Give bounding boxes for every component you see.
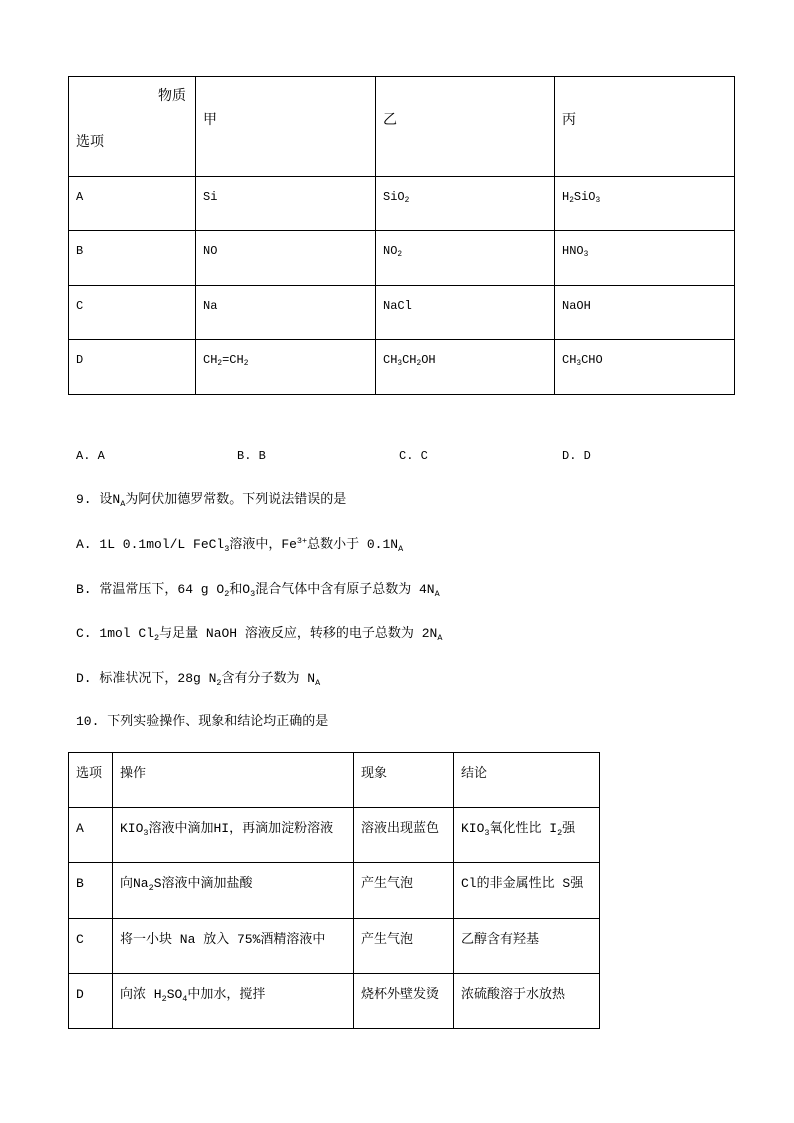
conclusion-cell (454, 919, 600, 974)
operation-cell (113, 863, 354, 919)
option-cell: D (69, 974, 113, 1029)
column-header-conclusion: 结论 (454, 753, 600, 808)
formula-subscript: 2 (154, 632, 160, 643)
question-9-option-c (76, 626, 442, 642)
formula-subscript: A (398, 543, 404, 554)
formula-cell (555, 231, 735, 286)
text-run: NaOH (562, 299, 591, 313)
text-run: Si (203, 190, 218, 204)
formula-subscript: 3 (224, 543, 230, 554)
text-run: H (562, 190, 570, 204)
table-row (69, 919, 600, 974)
formula-subscript: 2 (404, 197, 410, 206)
question-9-option-d (76, 671, 320, 687)
formula-subscript: 2 (148, 882, 154, 893)
answer-choice-b: B. B (237, 449, 266, 463)
text-run: SO (166, 987, 183, 1002)
text-run: CH (562, 353, 577, 367)
experiment-table (68, 752, 600, 1029)
conclusion-cell (454, 863, 600, 919)
formula-cell (376, 231, 555, 286)
option-cell: A (69, 808, 113, 863)
text-run: 中加水，搅拌 (187, 987, 266, 1002)
question-9-option-b (76, 582, 440, 598)
answer-choices (0, 448, 794, 464)
text-run: CH (402, 353, 417, 367)
formula-subscript: A (120, 498, 126, 509)
text-run: NO (383, 244, 398, 258)
formula-subscript: 3 (397, 360, 403, 369)
table-row (69, 863, 600, 919)
table-row (69, 974, 600, 1029)
formula-cell (196, 231, 376, 286)
text-run: NO (203, 244, 218, 258)
table-header-row (69, 753, 600, 808)
table-row (69, 808, 600, 863)
formula-subscript: 2 (224, 588, 230, 599)
text-run: HNO (562, 244, 584, 258)
operation-cell (113, 808, 354, 863)
formula-subscript: 2 (161, 993, 167, 1004)
formula-subscript: 2 (397, 251, 403, 260)
option-cell: C (69, 286, 196, 340)
answer-choice-c: C. C (399, 449, 428, 463)
column-header-option: 选项 (69, 753, 113, 808)
formula-subscript: A (315, 677, 321, 688)
phenomenon-cell: 产生气泡 (354, 919, 454, 974)
text-run: 与足量 NaOH 溶液反应，转移的电子总数为 2N (159, 626, 438, 641)
text-run: 为阿伏加德罗常数。下列说法错误的是 (125, 492, 347, 507)
conclusion-cell (454, 974, 600, 1029)
formula-subscript: 4 (182, 993, 188, 1004)
text-run: 含有分子数为 N (221, 671, 316, 686)
formula-cell (555, 286, 735, 340)
text-run: D. 标准状况下，28g N (76, 671, 217, 686)
formula-subscript: 2 (569, 197, 574, 206)
phenomenon-cell: 溶液出现蓝色 (354, 808, 454, 863)
question-9-option-a (76, 537, 403, 553)
text-run: B. 常温常压下，64 g O (76, 582, 225, 597)
formula-cell (196, 177, 376, 231)
column-header-yi: 乙 (376, 77, 555, 177)
formula-subscript: 3 (143, 827, 149, 838)
text-run: SiO (573, 190, 596, 204)
text-run: =CH (222, 353, 244, 367)
formula-subscript: 3 (583, 251, 589, 260)
text-run: 溶液中，Fe (229, 537, 297, 552)
text-run: 氧化性比 I (489, 821, 558, 836)
option-cell: B (69, 863, 113, 919)
text-run: 溶液中滴加HI，再滴加淀粉溶液 (148, 821, 334, 836)
formula-cell (555, 340, 735, 395)
formula-subscript: A (437, 632, 443, 643)
column-header-phenomenon: 现象 (354, 753, 454, 808)
table-header-row (69, 77, 735, 177)
table-row (69, 340, 735, 395)
text-run: S溶液中滴加盐酸 (153, 876, 253, 891)
formula-cell (376, 286, 555, 340)
formula-cell (196, 340, 376, 395)
option-cell: B (69, 231, 196, 286)
formula-subscript: 2 (243, 360, 249, 369)
text-run: Na (203, 299, 218, 313)
text-run: 向浓 H (120, 987, 162, 1002)
formula-cell (376, 340, 555, 395)
formula-subscript: 3 (576, 360, 582, 369)
text-run: CH (383, 353, 398, 367)
option-cell: C (69, 919, 113, 974)
text-run: SiO (383, 190, 405, 204)
formula-subscript: 2 (216, 677, 222, 688)
text-run: Cl的非金属性比 S强 (461, 876, 584, 891)
corner-label-substance: 物质 (158, 89, 186, 105)
formula-subscript: 2 (416, 360, 422, 369)
operation-cell (113, 974, 354, 1029)
formula-cell (376, 177, 555, 231)
text-run: 和O (229, 582, 251, 597)
formula-supscript: 3+ (296, 536, 308, 547)
phenomenon-cell: 产生气泡 (354, 863, 454, 919)
formula-subscript: 3 (484, 827, 490, 838)
text-run: KIO (120, 821, 144, 836)
column-header-bing: 丙 (555, 77, 735, 177)
text-run: 总数小于 0.1N (307, 537, 399, 552)
text-run: 浓硫酸溶于水放热 (461, 987, 566, 1002)
answer-choice-d: D. D (562, 449, 591, 463)
text-run: OH (421, 353, 436, 367)
formula-subscript: 2 (557, 827, 563, 838)
formula-cell (196, 286, 376, 340)
conclusion-cell (454, 808, 600, 863)
substance-table (68, 76, 735, 395)
option-cell: A (69, 177, 196, 231)
text-run: 将一小块 Na 放入 75%酒精溶液中 (120, 932, 326, 947)
phenomenon-cell: 烧杯外壁发烫 (354, 974, 454, 1029)
text-run: C. 1mol Cl (76, 626, 155, 641)
text-run: 向Na (120, 876, 149, 891)
column-header-jia: 甲 (196, 77, 376, 177)
option-cell: D (69, 340, 196, 395)
operation-cell (113, 919, 354, 974)
table-row (69, 286, 735, 340)
question-10-stem: 10. 下列实验操作、现象和结论均正确的是 (76, 714, 329, 729)
text-run: 强 (562, 821, 576, 836)
formula-cell (555, 177, 735, 231)
text-run: 乙醇含有羟基 (461, 932, 540, 947)
table-row (69, 231, 735, 286)
text-run: A. 1L 0.1mol/L FeCl (76, 537, 225, 552)
text-run: 9. 设N (76, 492, 121, 507)
formula-subscript: 3 (250, 588, 256, 599)
formula-subscript: A (434, 588, 440, 599)
formula-subscript: 3 (595, 197, 601, 206)
corner-label-option: 选项 (76, 135, 104, 151)
formula-subscript: 2 (217, 360, 223, 369)
text-run: 混合气体中含有原子总数为 4N (255, 582, 435, 597)
answer-choice-a: A. A (76, 449, 105, 463)
table-corner-cell (69, 77, 196, 177)
text-run: KIO (461, 821, 485, 836)
column-header-operation: 操作 (113, 753, 354, 808)
table-row (69, 177, 735, 231)
text-run: CH (203, 353, 218, 367)
text-run: NaCl (383, 299, 412, 313)
question-9-stem (76, 492, 346, 508)
text-run: CHO (581, 353, 603, 367)
